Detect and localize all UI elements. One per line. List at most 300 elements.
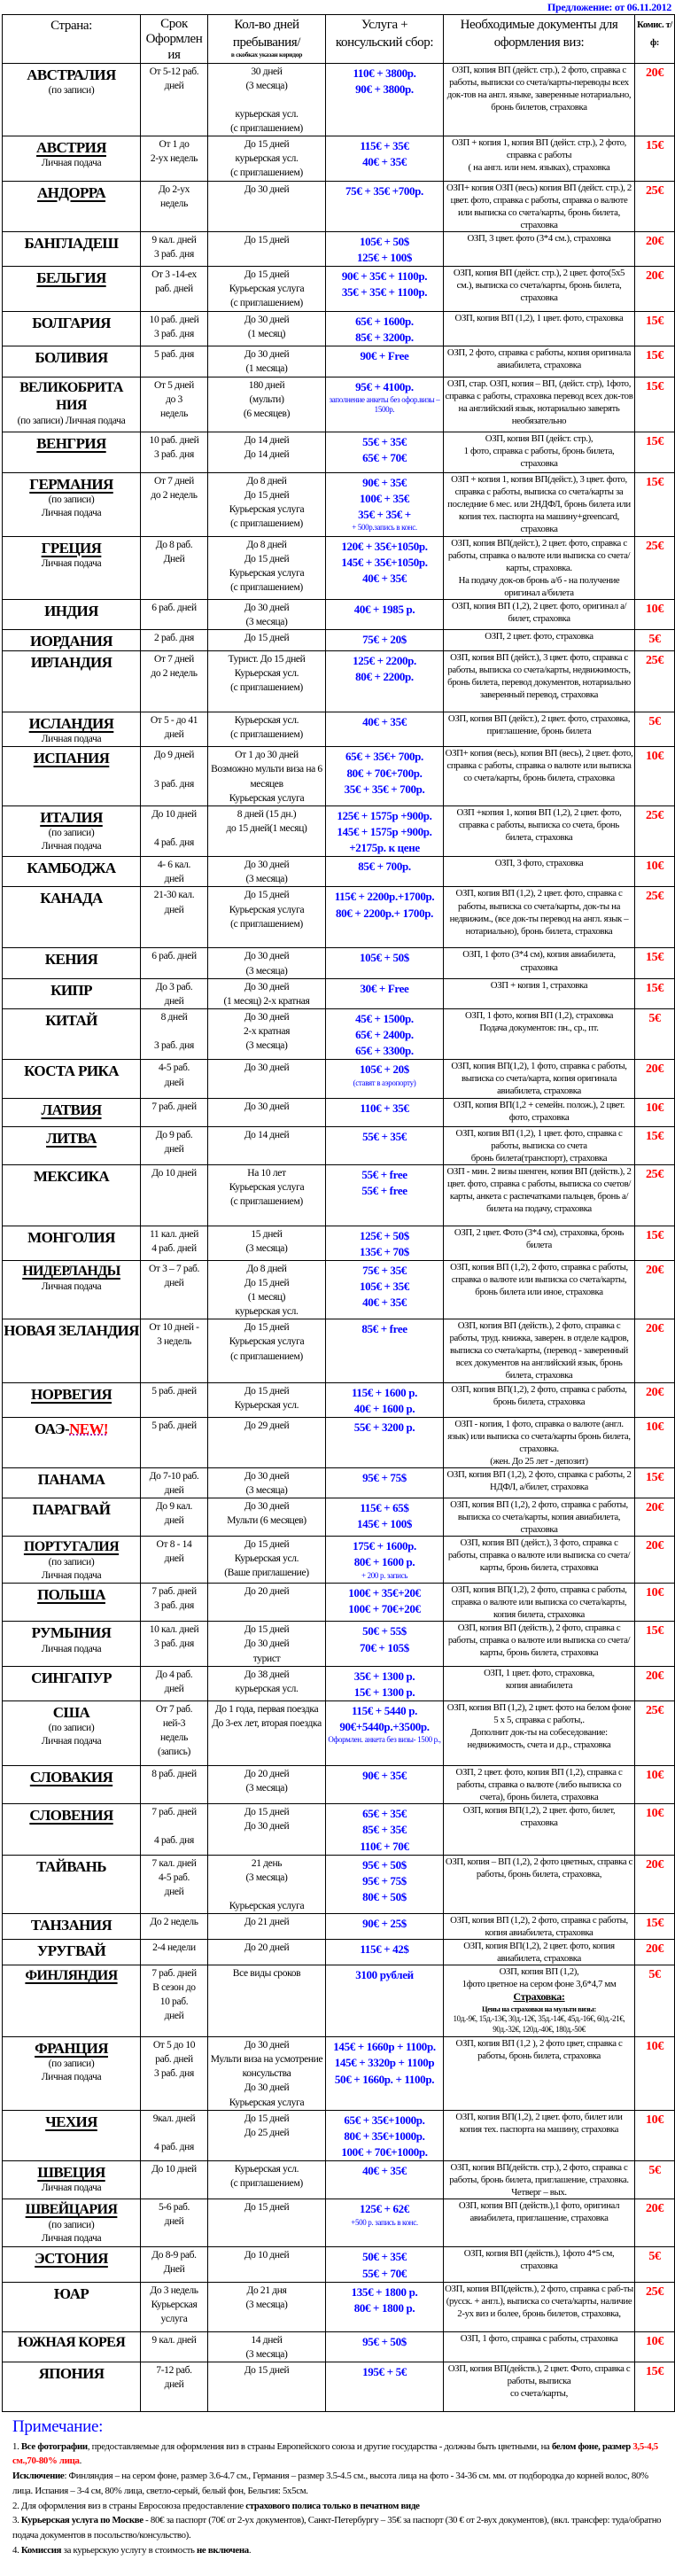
price-cell (326, 857, 444, 887)
stay-duration: До 15 дней Курьерская усл. (Ваше приглашение) (208, 1537, 326, 1584)
submission-note: Личная подача (41, 1643, 102, 1654)
country-name: АВСТРАЛИЯ (27, 66, 116, 83)
price-line: 135€ + 70$ (360, 1244, 409, 1258)
table-row (3, 1468, 675, 1498)
country-name: БЕЛЬГИЯ (36, 269, 106, 286)
price-line: 80€ + 35€+1000р. (344, 2129, 425, 2143)
price-cell (326, 181, 444, 231)
stay-duration: 21 день (3 месяца) Курьерская услуга (208, 1855, 326, 1913)
price-line: 50€ + 35€ (362, 2250, 407, 2264)
commission: 10€ (635, 2331, 675, 2362)
processing-term: 8 раб. дней (141, 1766, 208, 1804)
price-line: 110€ + 35€ (360, 1101, 409, 1115)
price-line: 40€ + 35€ (362, 2164, 407, 2178)
table-row (3, 2282, 675, 2331)
table-row (3, 346, 675, 377)
country-name (4, 1418, 139, 1438)
price-line: 35€ + 35€ + 700р. (344, 782, 425, 796)
price-line: 100€ + 35€+20€ (348, 1586, 421, 1600)
required-documents (444, 651, 635, 712)
documents-text: ОЗП, копия ВП (1,2), 2 цвет. фото на белом фоне 5 х 5, справка с работы,. Дополнит док-ты на собеседование: недвижимость, счета и д.р., страховка (446, 1702, 632, 1751)
stay-duration: До 15 дней Курьерская услуга (с приглашением) (208, 887, 326, 948)
processing-term: От 8 - 14 дней (141, 1537, 208, 1584)
table-row (3, 2331, 675, 2362)
price-cell (326, 599, 444, 629)
price-line: 115€ + 35€ (360, 139, 409, 153)
country-cell (3, 1417, 141, 1467)
processing-term: 9 кал. дней (141, 2331, 208, 2362)
processing-term: До 2 недель (141, 1914, 208, 1940)
documents-text: ОЗП, копия ВП (1,2), 2 фото, справка с работы, копия авиабилета, страховка (450, 1915, 628, 1939)
table-row (3, 181, 675, 231)
country-name: ВЕНГРИЯ (36, 434, 106, 452)
documents-text: ОЗП, копия ВП(действ.), 2 цвет. Фото, справка с работы, выписка со счета/карты, (447, 2362, 631, 2399)
table-row (3, 1382, 675, 1417)
country-name: ФРАНЦИЯ (35, 2040, 108, 2058)
processing-term: До 9 дней 3 раб. дня (141, 747, 208, 805)
country-cell (3, 2199, 141, 2247)
stay-duration: До 15 дней Курьерская усл. (208, 1382, 326, 1417)
submission-note: Личная подача (41, 1280, 102, 1292)
documents-text: ОЗП+ копия (весь), копия ВП (весь), 2 цвет. фото, справка с работы, справка о валюте или выписка со счета/карты, бронь билета, страховка (445, 748, 633, 784)
required-documents (444, 181, 635, 231)
stay-duration: До 30 дней (208, 181, 326, 231)
price-line: 90€ + 35€ + 1100р. (341, 269, 428, 283)
country-name: КИТАЙ (45, 1011, 97, 1029)
note-text: - 80€ за паспорт (70€ от 2-ух документов), Санкт-Петербургу – 35€ за паспорт (30 € от 2-вух документов), (вкл. трансфер: туда/обратно подача документов в посольство/консульство). (12, 2515, 662, 2541)
price-line: 115€ + 42$ (360, 1942, 409, 1957)
stay-duration: До 15 дней Курьерская услуга (с приглашением) (208, 267, 326, 312)
processing-term: От 7 дней до 2 недель (141, 651, 208, 712)
country-name: КАМБОДЖА (27, 860, 116, 877)
header-days (208, 15, 326, 64)
country-name: БОЛГАРИЯ (32, 315, 111, 331)
commission: 5€ (635, 712, 675, 747)
documents-text: ОЗП, копия ВП (действ.),1 фото, оригинал авиабилета, приглашение, страховка (458, 2200, 620, 2224)
table-row (3, 2199, 675, 2247)
required-documents (444, 136, 635, 181)
required-documents (444, 1584, 635, 1622)
table-row (3, 267, 675, 312)
required-documents (444, 2362, 635, 2411)
country-name: ИТАЛИЯ (40, 808, 103, 826)
processing-term: 11 кал. дней 4 раб. дней (141, 1226, 208, 1260)
country-name: ГРЕЦИЯ (41, 539, 102, 556)
required-documents (444, 712, 635, 747)
price-cell (326, 1855, 444, 1913)
submission-note: (по записи) Личная подача (41, 827, 102, 852)
processing-term: 10 раб. дней 3 раб. дня (141, 312, 208, 346)
country-cell (3, 231, 141, 266)
price-line: 40€ + 1985 р. (353, 602, 415, 616)
table-row (3, 978, 675, 1008)
country-name: ГЕРМАНИЯ (29, 475, 113, 493)
processing-term: От 5 - до 41 дней (141, 712, 208, 747)
price-line: 35€ + 1300 р. (353, 1669, 415, 1683)
stay-duration: До 30 дней (3 месяца) (208, 599, 326, 629)
processing-term: 7 кал. дней 4-5 раб. дней (141, 1855, 208, 1913)
note-paragraph (12, 2543, 668, 2558)
commission: 15€ (635, 136, 675, 181)
stay-duration: До 30 дней (3 месяца) (208, 1468, 326, 1498)
table-row (3, 536, 675, 599)
note-text: : Финляндия – на сером фоне, размер 3.6-4.7 см., Германия – размер 3.5-4.5 см., высота лица на фото - 34-36 см. мм. от подбородка до корней волос, 80% лица. Испания – 3-4 см, 80% лица, светло-серый, белый фон, Бельгия: 5х5см. (12, 2471, 648, 2496)
country-cell (3, 1701, 141, 1766)
processing-term: 6 раб. дней (141, 948, 208, 978)
price-line: 65€ + 2400р. (355, 1028, 414, 1042)
stay-duration: До 15 дней До 25 дней (208, 2110, 326, 2161)
documents-text: ОЗП, копия ВП (1,2), 1фото цветное на сером фоне 3,6*4,7 мм (462, 1966, 617, 1990)
stay-duration: До 30 дней (208, 1060, 326, 1098)
price-cell (326, 978, 444, 1008)
note-text: 3,5-4,5 см.,70-80% лица (12, 2440, 658, 2467)
required-documents (444, 1417, 635, 1467)
price-line: 135€ + 1800 р. (351, 2284, 418, 2299)
table-row (3, 377, 675, 432)
price-line: 145€ + 3320р + 1100р (334, 2056, 435, 2070)
price-cell (326, 2362, 444, 2411)
documents-text: ОЗП, копия ВП (дейст. стр.), 1 фото, справка с работы, бронь билета, страховка (463, 432, 615, 469)
documents-text: ОЗП, копия ВП (действ.), 1фото 4*5 см, страховка (463, 2248, 615, 2272)
table-row (3, 1622, 675, 1666)
price-line: 125€ + 100$ (356, 250, 413, 264)
required-documents (444, 1804, 635, 1856)
processing-term: 5 раб. дней (141, 1382, 208, 1417)
documents-text: ОЗП, копия ВП(1,2), 2 цвет. фото, билет, страховка (462, 1805, 616, 1829)
price-line: 80€ + 50$ (362, 1890, 407, 1904)
commission: 15€ (635, 312, 675, 346)
required-documents (444, 312, 635, 346)
processing-term: 6 раб. дней (141, 599, 208, 629)
processing-term: 4-5 раб. дней (141, 1060, 208, 1098)
price-line: 80€ + 1600 р. (353, 1555, 415, 1569)
price-line: 95€ + 75$ (362, 1873, 407, 1887)
price-line: (ставят в аэропорту) (353, 1078, 416, 1087)
documents-text: ОЗП, 3 цвет. фото (3*4 см.), страховка (467, 232, 611, 244)
price-line: 85€ + 700р. (358, 860, 411, 874)
price-line: 75€ + 35€ +700р. (345, 183, 423, 198)
country-cell (3, 651, 141, 712)
processing-term: 7-12 раб. дней (141, 2362, 208, 2411)
country-cell (3, 1260, 141, 1319)
documents-text: ОЗП, копия ВП(1,2), 2 фото, справка с работы, справка о валюте или выписка со счета/карты, копия билета, страховка (451, 1584, 627, 1621)
note-text: , предоставляемые для оформления виз в страны Европейского союза и другие государства - должны быть цветными, на (87, 2440, 552, 2452)
stay-duration: Турист. До 15 дней Курьерская усл. (с приглашением) (208, 651, 326, 712)
documents-text: ОЗП, 3 фото, страховка (494, 858, 584, 869)
commission: 10€ (635, 1804, 675, 1856)
price-line: 75€ + 20$ (362, 632, 407, 646)
country-cell (3, 136, 141, 181)
required-documents (444, 1260, 635, 1319)
price-line: 55€ + 35€ (362, 434, 407, 448)
price-cell (326, 432, 444, 472)
country-name: СЛОВЕНИЯ (29, 1807, 113, 1825)
note-text: не включена (197, 2544, 249, 2556)
price-cell (326, 1319, 444, 1382)
required-documents (444, 1319, 635, 1382)
required-documents (444, 432, 635, 472)
commission: 20€ (635, 1940, 675, 1965)
price-cell (326, 747, 444, 805)
price-cell (326, 1701, 444, 1766)
required-documents (444, 887, 635, 948)
stay-duration: До 30 дней (1 месяц) (208, 312, 326, 346)
country-cell (3, 1940, 141, 1965)
required-documents (444, 978, 635, 1008)
documents-text: ОЗП + копия 1, страховка (490, 979, 588, 991)
price-cell (326, 2037, 444, 2110)
documents-text: ОЗП, копия ВП (действ.), 2 фото, справка с работы, труд. книжка, заверен. в отделе кадров, выписка со счета/карты, (перевод - заверенный всех документов на английский язык, бронь билета, страховка (449, 1320, 629, 1381)
stay-duration: До 8 дней До 15 дней Курьерская услуга (с приглашением) (208, 472, 326, 536)
documents-text: ОЗП, копия ВП(действ. стр.), 2 фото, справка с работы, бронь билета, приглашение, страховка. Четверг – вых. (449, 2162, 629, 2199)
required-documents (444, 1164, 635, 1226)
country-name: АНДОРРА (36, 183, 106, 201)
price-cell (326, 1468, 444, 1498)
processing-term: До 3 недель Курьерская услуга (141, 2282, 208, 2331)
price-line: 50€ + 1660р. + 1100р. (334, 2072, 435, 2086)
country-cell (3, 2362, 141, 2411)
documents-text: ОЗП, копия ВП (дейст.), 3 фото, справка с работы, справка о валюте или выписка со счета/карты, бронь билета, страховка (447, 1537, 631, 1574)
commission: 20€ (635, 1537, 675, 1584)
processing-term: 7 раб. дней В сезон до 10 раб. дней (141, 1965, 208, 2037)
documents-text: ОЗП +копия 1, копия ВП (1,2), 2 цвет. фото, справка с работы, выписка со счета, бронь билета, страховка (456, 806, 622, 843)
price-line: 65€ + 3300р. (355, 1044, 414, 1058)
country-cell (3, 1060, 141, 1098)
processing-term: 7 раб. дней 3 раб. дня (141, 1584, 208, 1622)
table-row (3, 2110, 675, 2161)
price-cell (326, 2161, 444, 2199)
price-line: 145€ + 35€+1050р. (341, 555, 428, 569)
required-documents (444, 857, 635, 887)
country-name-text: ОАЭ- (35, 1420, 70, 1437)
table-header-row (3, 15, 675, 64)
processing-term: До 8 раб. Дней (141, 536, 208, 599)
processing-term: 4- 6 кал. дней (141, 857, 208, 887)
price-line: 90€ + Free (360, 349, 409, 363)
country-cell (3, 629, 141, 650)
table-row (3, 1766, 675, 1804)
table-row (3, 1126, 675, 1164)
table-row (3, 1965, 675, 2037)
commission: 10€ (635, 2110, 675, 2161)
country-cell (3, 2331, 141, 2362)
commission: 5€ (635, 1965, 675, 2037)
price-cell (326, 1537, 444, 1584)
price-cell (326, 1164, 444, 1226)
country-cell (3, 887, 141, 948)
price-line: 40€ + 35€ (362, 1296, 407, 1310)
price-cell (326, 472, 444, 536)
price-line: 105€ + 35€ (360, 1280, 409, 1294)
country-cell (3, 2037, 141, 2110)
required-documents (444, 1468, 635, 1498)
stay-duration: Курьерская усл. (с приглашением) (208, 712, 326, 747)
price-cell (326, 651, 444, 712)
country-name: ЭСТОНИЯ (35, 2250, 108, 2268)
price-line: 35€ + 35€ + (358, 507, 411, 521)
price-cell (326, 1965, 444, 2037)
required-documents (444, 2282, 635, 2331)
price-line: 175€ + 1600р. (353, 1539, 416, 1553)
commission: 15€ (635, 432, 675, 472)
commission: 15€ (635, 948, 675, 978)
table-row (3, 1498, 675, 1537)
required-documents (444, 1008, 635, 1060)
commission: 5€ (635, 629, 675, 650)
processing-term: До 3 раб. дней (141, 978, 208, 1008)
country-cell (3, 63, 141, 136)
documents-text: ОЗП, копия ВП(1,2), 2 фото, справка с работы, бронь билета, страховка (451, 1383, 627, 1407)
price-line: 55€ + free (361, 1167, 407, 1181)
price-line: 105€ + 50$ (360, 234, 409, 248)
stay-duration: До 20 дней (208, 1584, 326, 1622)
required-documents (444, 346, 635, 377)
price-line: 95€ + 4100р. (355, 379, 414, 393)
table-row (3, 1701, 675, 1766)
table-row (3, 629, 675, 650)
stay-duration: До 14 дней (208, 1126, 326, 1164)
price-cell (326, 63, 444, 136)
country-name: ИОРДАНИЯ (30, 632, 112, 650)
commission: 5€ (635, 2161, 675, 2199)
offer-date: Предложение: от 06.11.2012 (547, 1, 671, 13)
price-cell (326, 1498, 444, 1537)
note-paragraph (12, 2499, 668, 2514)
processing-term: До 2-ух недель (141, 181, 208, 231)
table-row (3, 857, 675, 887)
price-line: 55€ + 3200 р. (353, 1420, 415, 1434)
table-row (3, 1226, 675, 1260)
required-documents (444, 2037, 635, 2110)
price-cell (326, 1060, 444, 1098)
table-row (3, 1319, 675, 1382)
price-line: 80€ + 70€+700р. (346, 766, 423, 780)
country-cell (3, 1498, 141, 1537)
stay-duration: До 10 дней (208, 2247, 326, 2282)
note-text: Все фотографии (20, 2440, 88, 2452)
country-name: ЮЖНАЯ КОРЕЯ (17, 2334, 126, 2350)
price-cell (326, 887, 444, 948)
price-cell (326, 377, 444, 432)
price-cell (326, 2199, 444, 2247)
stay-duration: До 21 дней (208, 1914, 326, 1940)
country-cell (3, 1537, 141, 1584)
note-text: 2. Для оформления виз в страны Евросоюза предоставление (12, 2500, 246, 2511)
price-line: +2175р. к цене (349, 841, 420, 855)
required-documents (444, 536, 635, 599)
stay-duration: До 20 дней (3 месяца) (208, 1766, 326, 1804)
commission: 15€ (635, 978, 675, 1008)
required-documents (444, 948, 635, 978)
country-cell (3, 432, 141, 472)
commission: 20€ (635, 267, 675, 312)
commission: 25€ (635, 805, 675, 857)
stay-duration: До 15 дней До 30 дней (208, 1804, 326, 1856)
commission: 15€ (635, 1126, 675, 1164)
required-documents (444, 1914, 635, 1940)
price-line: 115€ + 2200р.+1700р. (334, 890, 435, 904)
price-cell (326, 1914, 444, 1940)
required-documents (444, 1701, 635, 1766)
commission: 15€ (635, 472, 675, 536)
country-cell (3, 1382, 141, 1417)
price-line: 105€ + 20$ (360, 1062, 409, 1077)
country-cell (3, 1226, 141, 1260)
documents-text: ОЗП, копия ВП (1,2), 2 цвет. фото, справка с работы, выписка со счета/карты, док-ты на недвижим., (все док-ты перевод на англ. язык –нотариально), бронь билета, страховка (449, 888, 629, 937)
commission: 10€ (635, 1098, 675, 1126)
documents-text: ОЗП, 2 цвет. фото, копия ВП (1,2), справка с работы, справка о валюте (либо выписка со счета), бронь билета, страховка (455, 1767, 623, 1803)
new-badge: NEW! (69, 1420, 108, 1437)
table-row (3, 2161, 675, 2199)
required-documents (444, 2247, 635, 2282)
price-line: 80€ + 2200р. (355, 670, 414, 684)
table-row (3, 1260, 675, 1319)
documents-text: ОЗП, 2 цвет. Фото (3*4 см), страховка, бронь билета (454, 1226, 625, 1250)
commission: 25€ (635, 536, 675, 599)
processing-term: 7 раб. дней 4 раб. дня (141, 1804, 208, 1856)
table-row (3, 1060, 675, 1098)
price-cell (326, 1008, 444, 1060)
processing-term: От 5-12 раб. дней (141, 63, 208, 136)
price-line: 40€ + 35€ (362, 715, 407, 729)
country-cell (3, 1098, 141, 1126)
required-documents (444, 1126, 635, 1164)
stay-duration: Курьерская усл. (с приглашением) (208, 2161, 326, 2199)
commission: 10€ (635, 599, 675, 629)
price-cell (326, 1584, 444, 1622)
stay-duration: От 1 до 30 дней Возможно мульти виза на 6 месяцев Курьерская услуга (208, 747, 326, 805)
required-documents (444, 805, 635, 857)
price-line: 115€ + 1600 р. (351, 1385, 418, 1399)
header-price: Услуга + консульский сбор: (326, 15, 444, 64)
commission: 20€ (635, 1498, 675, 1537)
commission: 20€ (635, 2199, 675, 2247)
price-line: 125€ + 50$ (360, 1228, 409, 1242)
price-line: 40€ + 35€ (362, 155, 407, 169)
note-text: Комиссия (20, 2544, 62, 2556)
commission: 15€ (635, 377, 675, 432)
country-name: ПОЛЬША (37, 1586, 105, 1604)
price-line: 65€ + 1600р. (355, 315, 414, 328)
stay-duration: До 21 дня (3 месяца) (208, 2282, 326, 2331)
documents-text: ОЗП, копия ВП (дейст. стр.), 2 фото, справка с работы, выписки со счета/карты-переводы всех док-тов на англ. языке, заверенные нотариально, бронь билетов, страховка (446, 64, 632, 113)
price-line: 3100 рублей (355, 1968, 414, 1982)
stay-duration: До 38 дней курьерская усл. (208, 1666, 326, 1700)
country-name: БОЛИВИЯ (35, 349, 108, 367)
country-name: ПАРАГВАЙ (32, 1501, 111, 1519)
price-cell (326, 312, 444, 346)
documents-text: ОЗП, копия ВП (дейст. стр.), 2 цвет. фото(5х5 см.), выписка со счета/карты, бронь билета, страховка (453, 268, 625, 304)
processing-term: До 10 дней (141, 1164, 208, 1226)
country-cell (3, 1766, 141, 1804)
country-name: ЛАТВИЯ (41, 1101, 102, 1118)
country-name: ФИНЛЯНДИЯ (25, 1968, 118, 1984)
country-name: АВСТРИЯ (36, 139, 106, 157)
country-name: МЕКСИКА (33, 1167, 110, 1185)
required-documents (444, 231, 635, 266)
notes-title: Примечание: (12, 2416, 104, 2436)
commission: 25€ (635, 1164, 675, 1226)
note-text: страхового полиса только в печатном виде (245, 2500, 420, 2511)
processing-term: 2-4 недели (141, 1940, 208, 1965)
header-docs: Необходимые документы для оформления виз: (444, 15, 635, 64)
price-line: Оформлен. анкета без визы- 1500 р., (328, 1735, 441, 1745)
table-row (3, 231, 675, 266)
processing-term: От 10 дней - 3 недель (141, 1319, 208, 1382)
country-name: ПАНАМА (37, 1471, 105, 1488)
commission: 10€ (635, 2037, 675, 2110)
price-line: 195€ + 5€ (362, 2364, 407, 2378)
